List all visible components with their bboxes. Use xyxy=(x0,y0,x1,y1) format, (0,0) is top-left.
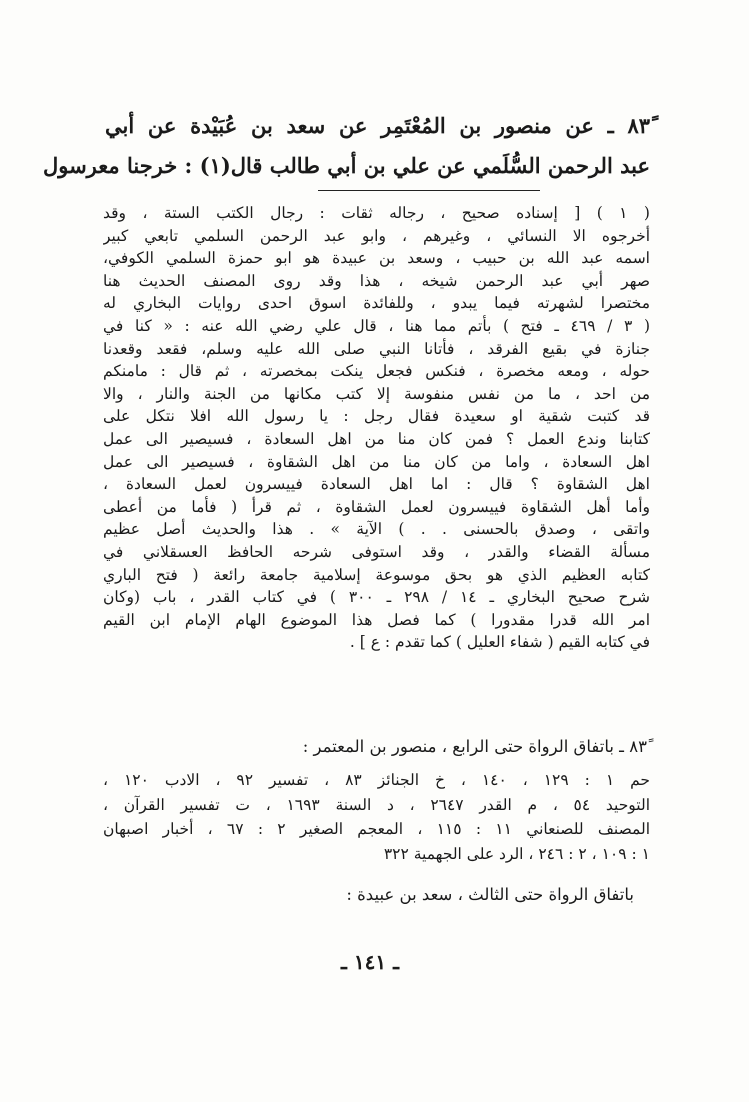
reference-line: التوحيد ٥٤ ، م القدر ٢٦٤٧ ، د السنة ١٦٩٣ ، ت تفسير القرآن ، xyxy=(103,795,650,814)
reference-line: المصنف للصنعاني ١١ : ١١٥ ، المعجم الصغير ٢ : ٦٧ ، أخبار اصبهان xyxy=(103,820,650,839)
footnote-line: أخرجوه الا النسائي ، وغيرهم ، وابو عبد الرحمن السلمي تابعي كبير xyxy=(103,226,650,245)
footnote-line: ( ٣ / ٤٦٩ ـ فتح ) بأتم مما هنا ، قال علي رضي الله عنه : « كنا في xyxy=(103,316,650,335)
footnote-line: اهل السعادة ، واما من كان منا من اهل الشقاوة ، فسيصير الى عمل xyxy=(103,452,650,471)
footnote-line: صهر أبي عبد الرحمن شيخه ، هذا وقد روى المصنف الحديث هنا xyxy=(103,271,650,290)
hadith-text xyxy=(42,106,650,186)
page-number: ـ ١٤١ ـ xyxy=(341,950,399,974)
narrators-agreement-subheading: باتفاق الرواة حتى الثالث ، سعد بن عبيدة : xyxy=(346,885,634,904)
footnote-line: ( ١ ) [ إسناده صحيح ، رجاله ثقات : رجال الكتب الستة ، وقد xyxy=(103,204,650,222)
reference-line: ١ : ١٠٩ ، ٢ : ٢٤٦ ، الرد على الجهمية ٣٢٢ xyxy=(383,845,650,864)
footnote-line: كتابه العظيم الذي هو بحق موسوعة إسلامية جامعة رائعة ( فتح الباري xyxy=(103,565,650,584)
footnote-line: اسمه عبد الله بن حبيب ، وسعد بن عبيدة هو ابو حمزة السلمي الكوفي، xyxy=(103,249,650,268)
footnote-line: قد كتبت شقية او سعيدة فقال رجل : يا رسول الله افلا نتكل على xyxy=(103,407,650,426)
footnote-line: وأما أهل الشقاوة فييسرون لعمل الشقاوة ، ثم قرأ ( فأما من أعطى xyxy=(103,497,650,516)
footnote-line: من احد ، ما من نفس منفوسة إلا كتب مكانها من الجنة والنار ، والا xyxy=(103,384,650,403)
reference-line: حم ١ : ١٢٩ ، ١٤٠ ، خ الجنائز ٨٣ ، تفسير ٩٢ ، الادب ١٢٠ ، xyxy=(103,771,650,789)
narrators-agreement-heading: ٨٣ً ـ باتفاق الرواة حتى الرابع ، منصور بن المعتمر : xyxy=(302,737,647,756)
references-list xyxy=(103,768,650,867)
footnote-line: اهل الشقاوة ؟ قال : اما اهل السعادة فييسرون لعمل السعادة ، xyxy=(103,475,650,494)
footnote-separator xyxy=(318,190,540,191)
footnote-line: حوله ، ومعه مخصرة ، فنكس فجعل ينكت بمخصرته ، ثم قال : مامنكم xyxy=(103,362,650,381)
footnote-line: مسألة القضاء والقدر ، وقد استوفى شرحه الحافظ العسقلاني في xyxy=(103,542,650,561)
footnote-line: شرح صحيح البخاري ـ ١٤ / ٢٩٨ ـ ٣٠٠ ) في كتاب القدر ، باب (وكان xyxy=(103,588,650,607)
footnote-line: واتقى ، وصدق بالحسنى . . ) الآية » . هذا والحديث أصل عظيم xyxy=(103,520,650,539)
footnote-line: مختصرا لشهرته فيما يبدو ، وللفائدة اسوق احدى روايات البخاري له xyxy=(103,294,650,313)
footnote-line: جنازة في بقيع الفرقد ، فأتانا النبي صلى الله عليه وسلم، فقعد وقعدنا xyxy=(103,339,650,358)
hadith-line: ٨٣ً ـ عن منصور بن المُعْتَمِر عن سعد بن عُبَيْدة عن أبي xyxy=(105,113,650,138)
hadith-line: عبد الرحمن السُّلَمي عن علي بن أبي طالب قال(١) : خرجنا معرسول xyxy=(42,153,650,178)
footnote xyxy=(103,202,650,654)
footnote-line: امر الله قدرا مقدورا ) كما فصل هذا الموضوع الهام الإمام ابن القيم xyxy=(103,610,650,629)
footnote-line: في كتابه القيم ( شفاء العليل ) كما تقدم : ع ] . xyxy=(349,633,650,652)
footnote-line: كتابنا وندع العمل ؟ فمن كان منا من اهل السعادة ، فسيصير الى عمل xyxy=(103,429,650,448)
